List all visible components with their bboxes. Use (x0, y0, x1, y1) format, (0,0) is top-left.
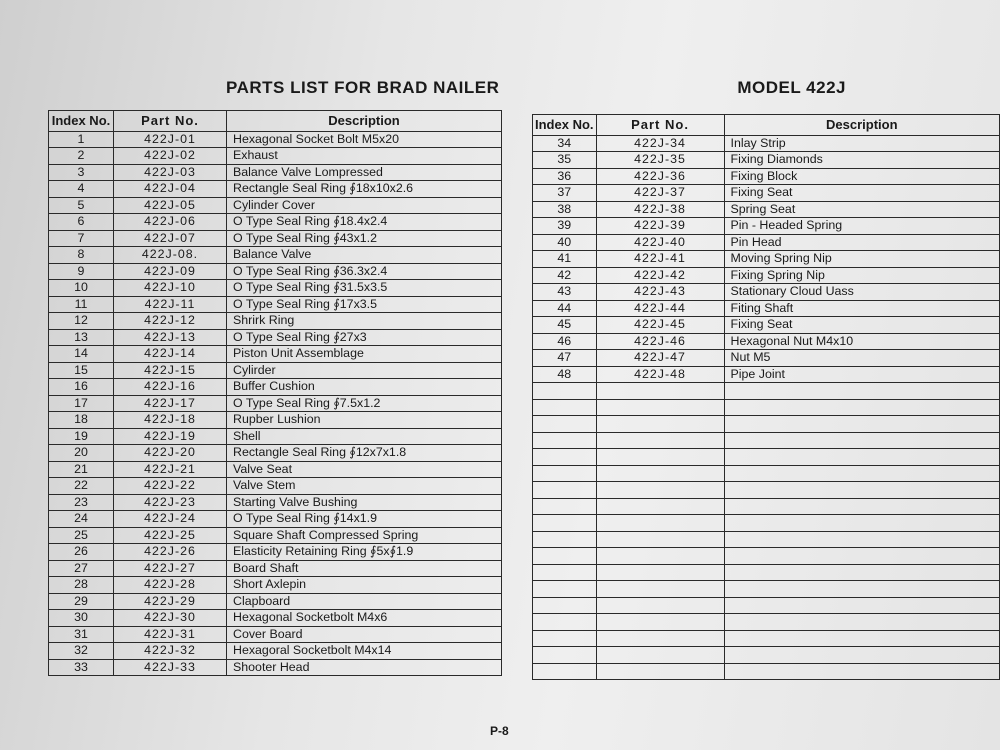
index-cell: 39 (533, 218, 597, 235)
description-cell: Elasticity Retaining Ring ∮5x∮1.9 (227, 544, 502, 561)
empty-cell (724, 647, 999, 664)
empty-cell (724, 383, 999, 400)
table-row (49, 494, 502, 511)
part-no-cell: 422J-02 (114, 148, 227, 165)
part-no-cell: 422J-42 (596, 267, 724, 284)
table-row (533, 284, 1000, 301)
index-cell: 14 (49, 346, 114, 363)
description-cell: Hexagoral Socketbolt M4x14 (227, 643, 502, 660)
index-cell: 46 (533, 333, 597, 350)
part-no-cell: 422J-38 (596, 201, 724, 218)
table-row (49, 560, 502, 577)
empty-cell (724, 614, 999, 631)
parts-table-right (532, 114, 1000, 680)
part-no-cell: 422J-32 (114, 643, 227, 660)
description-cell: Stationary Cloud Uass (724, 284, 999, 301)
index-cell: 36 (533, 168, 597, 185)
table-row (49, 643, 502, 660)
empty-cell (533, 383, 597, 400)
index-cell: 37 (533, 185, 597, 202)
part-no-cell: 422J-48 (596, 366, 724, 383)
table-row (49, 181, 502, 198)
empty-cell (596, 465, 724, 482)
index-cell: 6 (49, 214, 114, 231)
part-no-cell: 422J-15 (114, 362, 227, 379)
index-cell: 11 (49, 296, 114, 313)
empty-cell (533, 498, 597, 515)
index-cell: 22 (49, 478, 114, 495)
empty-table-row (533, 647, 1000, 664)
table-row (49, 544, 502, 561)
empty-cell (596, 581, 724, 598)
part-no-cell: 422J-26 (114, 544, 227, 561)
table-row (533, 350, 1000, 367)
index-cell: 28 (49, 577, 114, 594)
index-cell: 38 (533, 201, 597, 218)
description-cell: Fiting Shaft (724, 300, 999, 317)
description-cell: Shell (227, 428, 502, 445)
table-row (533, 135, 1000, 152)
description-cell: O Type Seal Ring ∮43x1.2 (227, 230, 502, 247)
description-cell: Shooter Head (227, 659, 502, 676)
description-cell: O Type Seal Ring ∮27x3 (227, 329, 502, 346)
description-cell: Rectangle Seal Ring ∮12x7x1.8 (227, 445, 502, 462)
empty-cell (724, 416, 999, 433)
page-title: PARTS LIST FOR BRAD NAILER (226, 78, 500, 97)
description-cell: Spring Seat (724, 201, 999, 218)
index-cell: 10 (49, 280, 114, 297)
description-cell: Fixing Block (724, 168, 999, 185)
index-cell: 43 (533, 284, 597, 301)
empty-cell (533, 482, 597, 499)
empty-cell (596, 432, 724, 449)
description-cell: Pipe Joint (724, 366, 999, 383)
description-cell: Starting Valve Bushing (227, 494, 502, 511)
column-header-description: Description (227, 111, 502, 132)
index-cell: 33 (49, 659, 114, 676)
part-no-cell: 422J-34 (596, 135, 724, 152)
part-no-cell: 422J-47 (596, 350, 724, 367)
index-cell: 2 (49, 148, 114, 165)
index-cell: 34 (533, 135, 597, 152)
parts-table-left-body (49, 131, 502, 676)
empty-cell (596, 663, 724, 680)
index-cell: 26 (49, 544, 114, 561)
empty-cell (724, 597, 999, 614)
table-row (49, 626, 502, 643)
table-row (533, 333, 1000, 350)
index-cell: 27 (49, 560, 114, 577)
table-row (533, 267, 1000, 284)
empty-cell (724, 432, 999, 449)
part-no-cell: 422J-37 (596, 185, 724, 202)
part-no-cell: 422J-36 (596, 168, 724, 185)
empty-cell (596, 630, 724, 647)
index-cell: 17 (49, 395, 114, 412)
part-no-cell: 422J-43 (596, 284, 724, 301)
empty-cell (533, 416, 597, 433)
description-cell: O Type Seal Ring ∮7.5x1.2 (227, 395, 502, 412)
description-cell: Short Axlepin (227, 577, 502, 594)
part-no-cell: 422J-22 (114, 478, 227, 495)
description-cell: Cylirder (227, 362, 502, 379)
description-cell: O Type Seal Ring ∮14x1.9 (227, 511, 502, 528)
table-row (533, 234, 1000, 251)
index-cell: 41 (533, 251, 597, 268)
empty-cell (724, 581, 999, 598)
part-no-cell: 422J-08. (114, 247, 227, 264)
empty-cell (596, 399, 724, 416)
description-cell: Nut M5 (724, 350, 999, 367)
index-cell: 15 (49, 362, 114, 379)
part-no-cell: 422J-40 (596, 234, 724, 251)
part-no-cell: 422J-46 (596, 333, 724, 350)
table-row (49, 659, 502, 676)
table-row (49, 197, 502, 214)
empty-cell (596, 515, 724, 532)
empty-table-row (533, 399, 1000, 416)
description-cell: Clapboard (227, 593, 502, 610)
column-header-part-no: Part No. (114, 111, 227, 132)
empty-cell (596, 531, 724, 548)
description-cell: Rectangle Seal Ring ∮18x10x2.6 (227, 181, 502, 198)
index-cell: 16 (49, 379, 114, 396)
part-no-cell: 422J-21 (114, 461, 227, 478)
index-cell: 20 (49, 445, 114, 462)
description-cell: O Type Seal Ring ∮18.4x2.4 (227, 214, 502, 231)
table-row (49, 280, 502, 297)
part-no-cell: 422J-31 (114, 626, 227, 643)
index-cell: 5 (49, 197, 114, 214)
table-row (49, 214, 502, 231)
table-row (533, 300, 1000, 317)
part-no-cell: 422J-04 (114, 181, 227, 198)
index-cell: 42 (533, 267, 597, 284)
table-row (533, 185, 1000, 202)
empty-cell (533, 449, 597, 466)
empty-cell (724, 531, 999, 548)
part-no-cell: 422J-13 (114, 329, 227, 346)
empty-table-row (533, 498, 1000, 515)
empty-cell (596, 498, 724, 515)
empty-cell (533, 465, 597, 482)
empty-cell (533, 515, 597, 532)
column-header-part-no: Part No. (596, 115, 724, 136)
table-header-row (533, 115, 1000, 136)
index-cell: 4 (49, 181, 114, 198)
index-cell: 24 (49, 511, 114, 528)
index-cell: 40 (533, 234, 597, 251)
empty-table-row (533, 531, 1000, 548)
table-row (49, 247, 502, 264)
description-cell: Hexagonal Nut M4x10 (724, 333, 999, 350)
part-no-cell: 422J-23 (114, 494, 227, 511)
description-cell: Hexagonal Socket Bolt M5x20 (227, 131, 502, 148)
table-row (49, 445, 502, 462)
empty-cell (724, 564, 999, 581)
table-row (49, 395, 502, 412)
part-no-cell: 422J-44 (596, 300, 724, 317)
description-cell: Inlay Strip (724, 135, 999, 152)
empty-table-row (533, 449, 1000, 466)
part-no-cell: 422J-01 (114, 131, 227, 148)
table-row (533, 366, 1000, 383)
column-header-index: Index No. (533, 115, 597, 136)
table-row (533, 218, 1000, 235)
table-row (49, 610, 502, 627)
index-cell: 19 (49, 428, 114, 445)
empty-cell (533, 614, 597, 631)
description-cell: Balance Valve (227, 247, 502, 264)
column-header-description: Description (724, 115, 999, 136)
empty-table-row (533, 564, 1000, 581)
empty-cell (533, 597, 597, 614)
description-cell: Square Shaft Compressed Spring (227, 527, 502, 544)
empty-cell (596, 564, 724, 581)
index-cell: 13 (49, 329, 114, 346)
empty-table-row (533, 614, 1000, 631)
part-no-cell: 422J-33 (114, 659, 227, 676)
index-cell: 30 (49, 610, 114, 627)
part-no-cell: 422J-05 (114, 197, 227, 214)
part-no-cell: 422J-29 (114, 593, 227, 610)
part-no-cell: 422J-25 (114, 527, 227, 544)
index-cell: 47 (533, 350, 597, 367)
part-no-cell: 422J-16 (114, 379, 227, 396)
table-row (49, 346, 502, 363)
index-cell: 25 (49, 527, 114, 544)
empty-table-row (533, 548, 1000, 565)
part-no-cell: 422J-09 (114, 263, 227, 280)
part-no-cell: 422J-07 (114, 230, 227, 247)
empty-cell (724, 399, 999, 416)
description-cell: Valve Stem (227, 478, 502, 495)
index-cell: 8 (49, 247, 114, 264)
table-row (533, 152, 1000, 169)
index-cell: 1 (49, 131, 114, 148)
part-no-cell: 422J-24 (114, 511, 227, 528)
empty-cell (533, 564, 597, 581)
parts-table-right-body (533, 135, 1000, 680)
description-cell: Piston Unit Assemblage (227, 346, 502, 363)
table-row (49, 577, 502, 594)
empty-cell (533, 663, 597, 680)
part-no-cell: 422J-39 (596, 218, 724, 235)
description-cell: Valve Seat (227, 461, 502, 478)
description-cell: Board Shaft (227, 560, 502, 577)
part-no-cell: 422J-14 (114, 346, 227, 363)
empty-cell (724, 630, 999, 647)
empty-table-row (533, 581, 1000, 598)
index-cell: 12 (49, 313, 114, 330)
part-no-cell: 422J-41 (596, 251, 724, 268)
empty-cell (533, 432, 597, 449)
description-cell: Buffer Cushion (227, 379, 502, 396)
table-row (49, 329, 502, 346)
empty-cell (724, 449, 999, 466)
column-header-index: Index No. (49, 111, 114, 132)
part-no-cell: 422J-03 (114, 164, 227, 181)
index-cell: 21 (49, 461, 114, 478)
empty-cell (533, 630, 597, 647)
index-cell: 31 (49, 626, 114, 643)
empty-cell (533, 531, 597, 548)
empty-cell (724, 482, 999, 499)
part-no-cell: 422J-06 (114, 214, 227, 231)
index-cell: 44 (533, 300, 597, 317)
index-cell: 29 (49, 593, 114, 610)
page-header (226, 78, 846, 98)
empty-cell (724, 663, 999, 680)
description-cell: O Type Seal Ring ∮31.5x3.5 (227, 280, 502, 297)
description-cell: O Type Seal Ring ∮36.3x2.4 (227, 263, 502, 280)
table-row (49, 527, 502, 544)
table-row (49, 230, 502, 247)
empty-table-row (533, 597, 1000, 614)
empty-table-row (533, 630, 1000, 647)
parts-table-left (48, 110, 502, 676)
empty-cell (596, 597, 724, 614)
part-no-cell: 422J-27 (114, 560, 227, 577)
description-cell: Fixing Diamonds (724, 152, 999, 169)
page-number: P-8 (490, 724, 509, 738)
empty-table-row (533, 515, 1000, 532)
empty-cell (596, 383, 724, 400)
index-cell: 18 (49, 412, 114, 429)
description-cell: Fixing Seat (724, 185, 999, 202)
index-cell: 45 (533, 317, 597, 334)
empty-cell (724, 515, 999, 532)
empty-cell (533, 399, 597, 416)
empty-cell (596, 449, 724, 466)
table-row (533, 317, 1000, 334)
part-no-cell: 422J-35 (596, 152, 724, 169)
part-no-cell: 422J-20 (114, 445, 227, 462)
empty-cell (533, 647, 597, 664)
index-cell: 35 (533, 152, 597, 169)
description-cell: Exhaust (227, 148, 502, 165)
table-row (49, 412, 502, 429)
table-row (49, 313, 502, 330)
description-cell: Moving Spring Nip (724, 251, 999, 268)
index-cell: 3 (49, 164, 114, 181)
index-cell: 9 (49, 263, 114, 280)
empty-table-row (533, 432, 1000, 449)
part-no-cell: 422J-28 (114, 577, 227, 594)
empty-cell (724, 465, 999, 482)
description-cell: Cover Board (227, 626, 502, 643)
empty-table-row (533, 465, 1000, 482)
index-cell: 7 (49, 230, 114, 247)
description-cell: O Type Seal Ring ∮17x3.5 (227, 296, 502, 313)
table-row (533, 168, 1000, 185)
empty-cell (724, 498, 999, 515)
description-cell: Pin - Headed Spring (724, 218, 999, 235)
table-header-row (49, 111, 502, 132)
description-cell: Rupber Lushion (227, 412, 502, 429)
part-no-cell: 422J-19 (114, 428, 227, 445)
table-row (49, 593, 502, 610)
part-no-cell: 422J-17 (114, 395, 227, 412)
table-row (533, 201, 1000, 218)
description-cell: Fixing Seat (724, 317, 999, 334)
table-row (49, 362, 502, 379)
part-no-cell: 422J-30 (114, 610, 227, 627)
table-row (49, 263, 502, 280)
index-cell: 32 (49, 643, 114, 660)
description-cell: Pin Head (724, 234, 999, 251)
part-no-cell: 422J-18 (114, 412, 227, 429)
table-row (49, 131, 502, 148)
empty-table-row (533, 416, 1000, 433)
empty-cell (596, 548, 724, 565)
part-no-cell: 422J-12 (114, 313, 227, 330)
table-row (533, 251, 1000, 268)
part-no-cell: 422J-11 (114, 296, 227, 313)
table-row (49, 511, 502, 528)
empty-table-row (533, 663, 1000, 680)
description-cell: Hexagonal Socketbolt M4x6 (227, 610, 502, 627)
empty-table-row (533, 383, 1000, 400)
empty-cell (596, 614, 724, 631)
table-row (49, 148, 502, 165)
empty-cell (533, 548, 597, 565)
description-cell: Balance Valve Lompressed (227, 164, 502, 181)
table-row (49, 461, 502, 478)
empty-cell (724, 548, 999, 565)
description-cell: Fixing Spring Nip (724, 267, 999, 284)
table-row (49, 379, 502, 396)
part-no-cell: 422J-45 (596, 317, 724, 334)
empty-cell (596, 647, 724, 664)
empty-table-row (533, 482, 1000, 499)
table-row (49, 428, 502, 445)
part-no-cell: 422J-10 (114, 280, 227, 297)
empty-cell (596, 482, 724, 499)
empty-cell (596, 416, 724, 433)
model-label: MODEL 422J (737, 78, 846, 97)
table-row (49, 164, 502, 181)
empty-cell (533, 581, 597, 598)
index-cell: 23 (49, 494, 114, 511)
index-cell: 48 (533, 366, 597, 383)
description-cell: Shrirk Ring (227, 313, 502, 330)
table-row (49, 296, 502, 313)
table-row (49, 478, 502, 495)
description-cell: Cylinder Cover (227, 197, 502, 214)
